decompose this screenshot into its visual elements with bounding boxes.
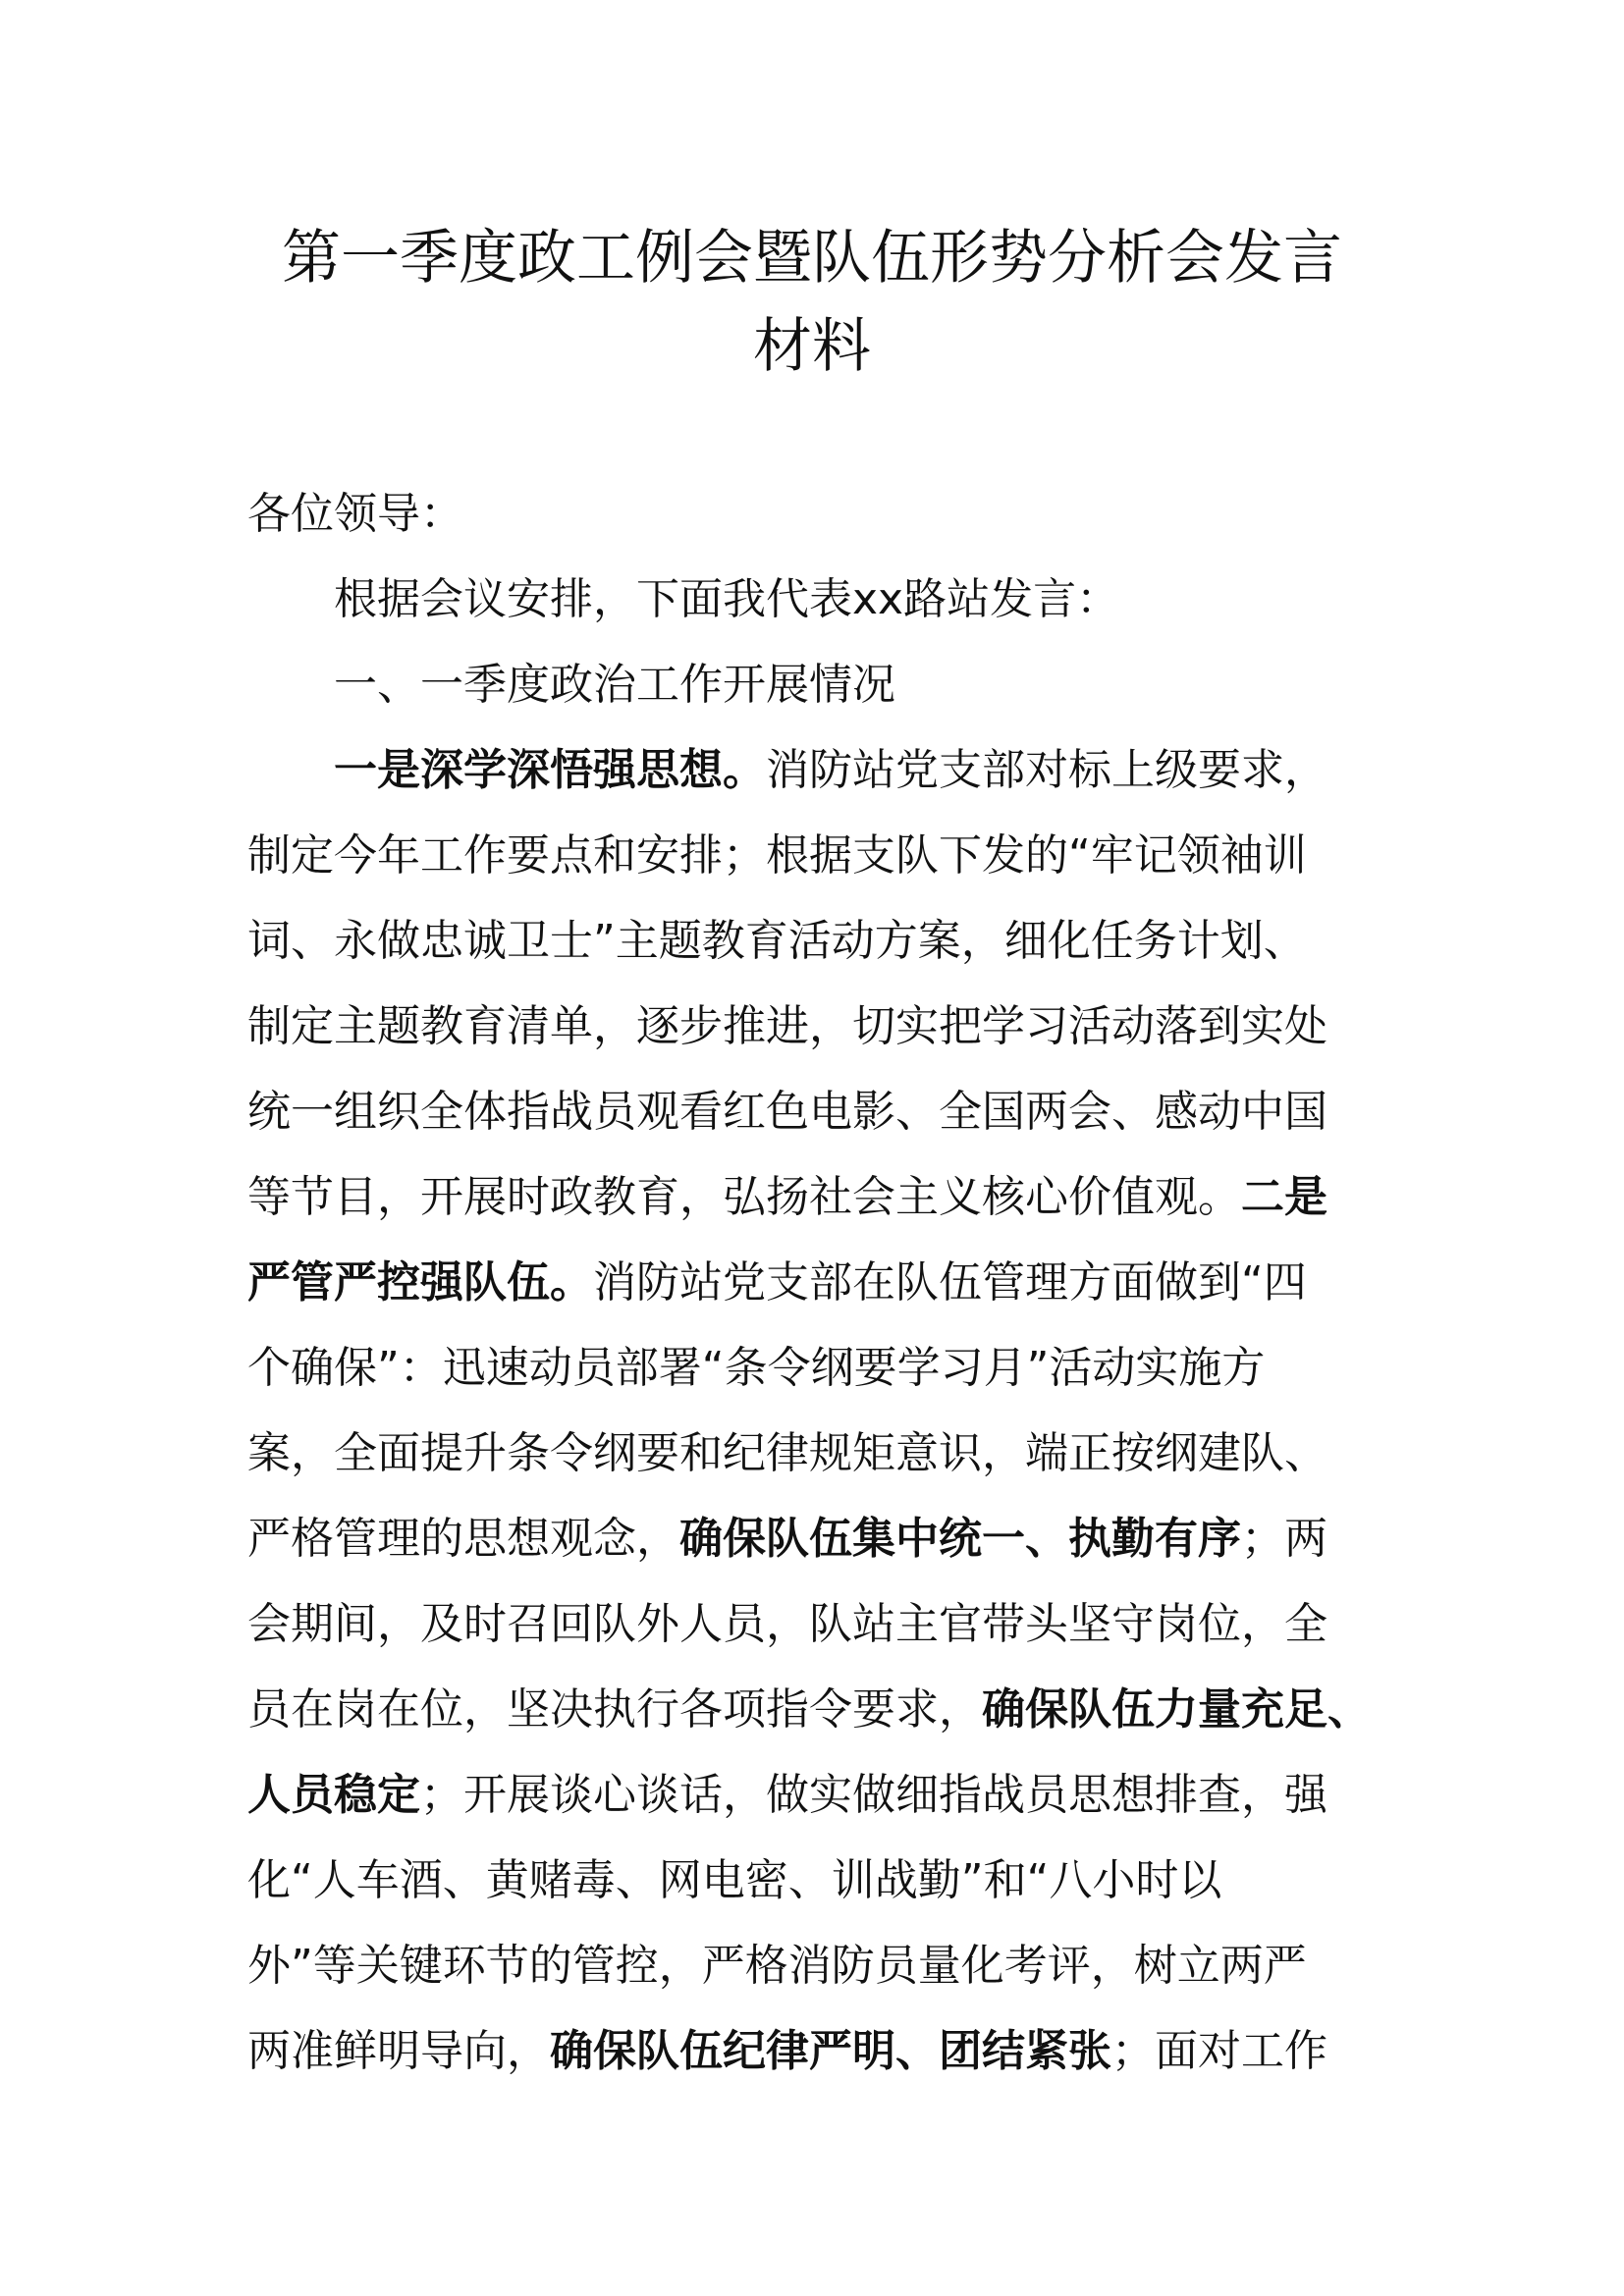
text-row: 化“人车酒、黄赌毒、网电密、训战勤”和“八小时以: [247, 1855, 1222, 1905]
emphasis-text: 确保队伍集中统一、执勤有序: [679, 1514, 1241, 1564]
emphasis-text: 确保队伍纪律严明、团结紧张: [550, 2026, 1111, 2076]
text-row: 一是深学深悟强思想。消防站党支部对标上级要求，: [334, 745, 1327, 795]
text-row: 制定今年工作要点和安排；根据支队下发的“牢记领袖训: [247, 830, 1307, 881]
emphasis-text: 确保队伍力量充足、: [982, 1684, 1371, 1735]
body-paragraph-1: [247, 727, 1406, 2094]
salutation: 各位领导：: [247, 489, 463, 539]
point-heading-2-end: 严管严控强队伍。: [247, 1257, 593, 1308]
text-row: 严格管理的思想观念，确保队伍集中统一、执勤有序；两: [247, 1514, 1327, 1564]
text-row: 会期间，及时召回队外人员，队站主官带头坚守岗位，全: [247, 1599, 1327, 1649]
text-row: 统一组织全体指战员观看红色电影、全国两会、感动中国: [247, 1087, 1327, 1137]
section-heading-1: 一、一季度政治工作开展情况: [334, 660, 895, 710]
text-row: 等节目，开展时政教育，弘扬社会主义核心价值观。二是: [247, 1172, 1327, 1222]
title-line-2: 材料: [753, 312, 871, 381]
text-row: 严管严控强队伍。消防站党支部在队伍管理方面做到“四: [247, 1257, 1307, 1308]
text-row: 人员稳定；开展谈心谈话，做实做细指战员思想排查，强: [247, 1770, 1327, 1820]
text-row: 个确保”：迅速动员部署“条令纲要学习月”活动实施方: [247, 1343, 1266, 1393]
document-title: [196, 214, 1428, 391]
emphasis-text: 人员稳定: [247, 1770, 420, 1820]
title-line-1: 第一季度政工例会暨队伍形势分析会发言: [282, 224, 1342, 293]
text-row: 两准鲜明导向，确保队伍纪律严明、团结紧张；面对工作: [247, 2026, 1327, 2076]
point-heading-1: 一是深学深悟强思想。: [334, 745, 766, 795]
text-row: 员在岗在位，坚决执行各项指令要求，确保队伍力量充足、: [247, 1684, 1371, 1735]
text-row: 案，全面提升条令纲要和纪律规矩意识，端正按纲建队、: [247, 1428, 1327, 1478]
text-row: 词、永做忠诚卫士”主题教育活动方案，细化任务计划、: [247, 916, 1307, 966]
text-row: 制定主题教育清单，逐步推进，切实把学习活动落到实处: [247, 1001, 1327, 1051]
point-heading-2-start: 二是: [1241, 1172, 1327, 1222]
intro-paragraph: 根据会议安排，下面我代表xx路站发言：: [334, 574, 1120, 624]
text-row: 外”等关键环节的管控，严格消防员量化考评，树立两严: [247, 1941, 1307, 1991]
